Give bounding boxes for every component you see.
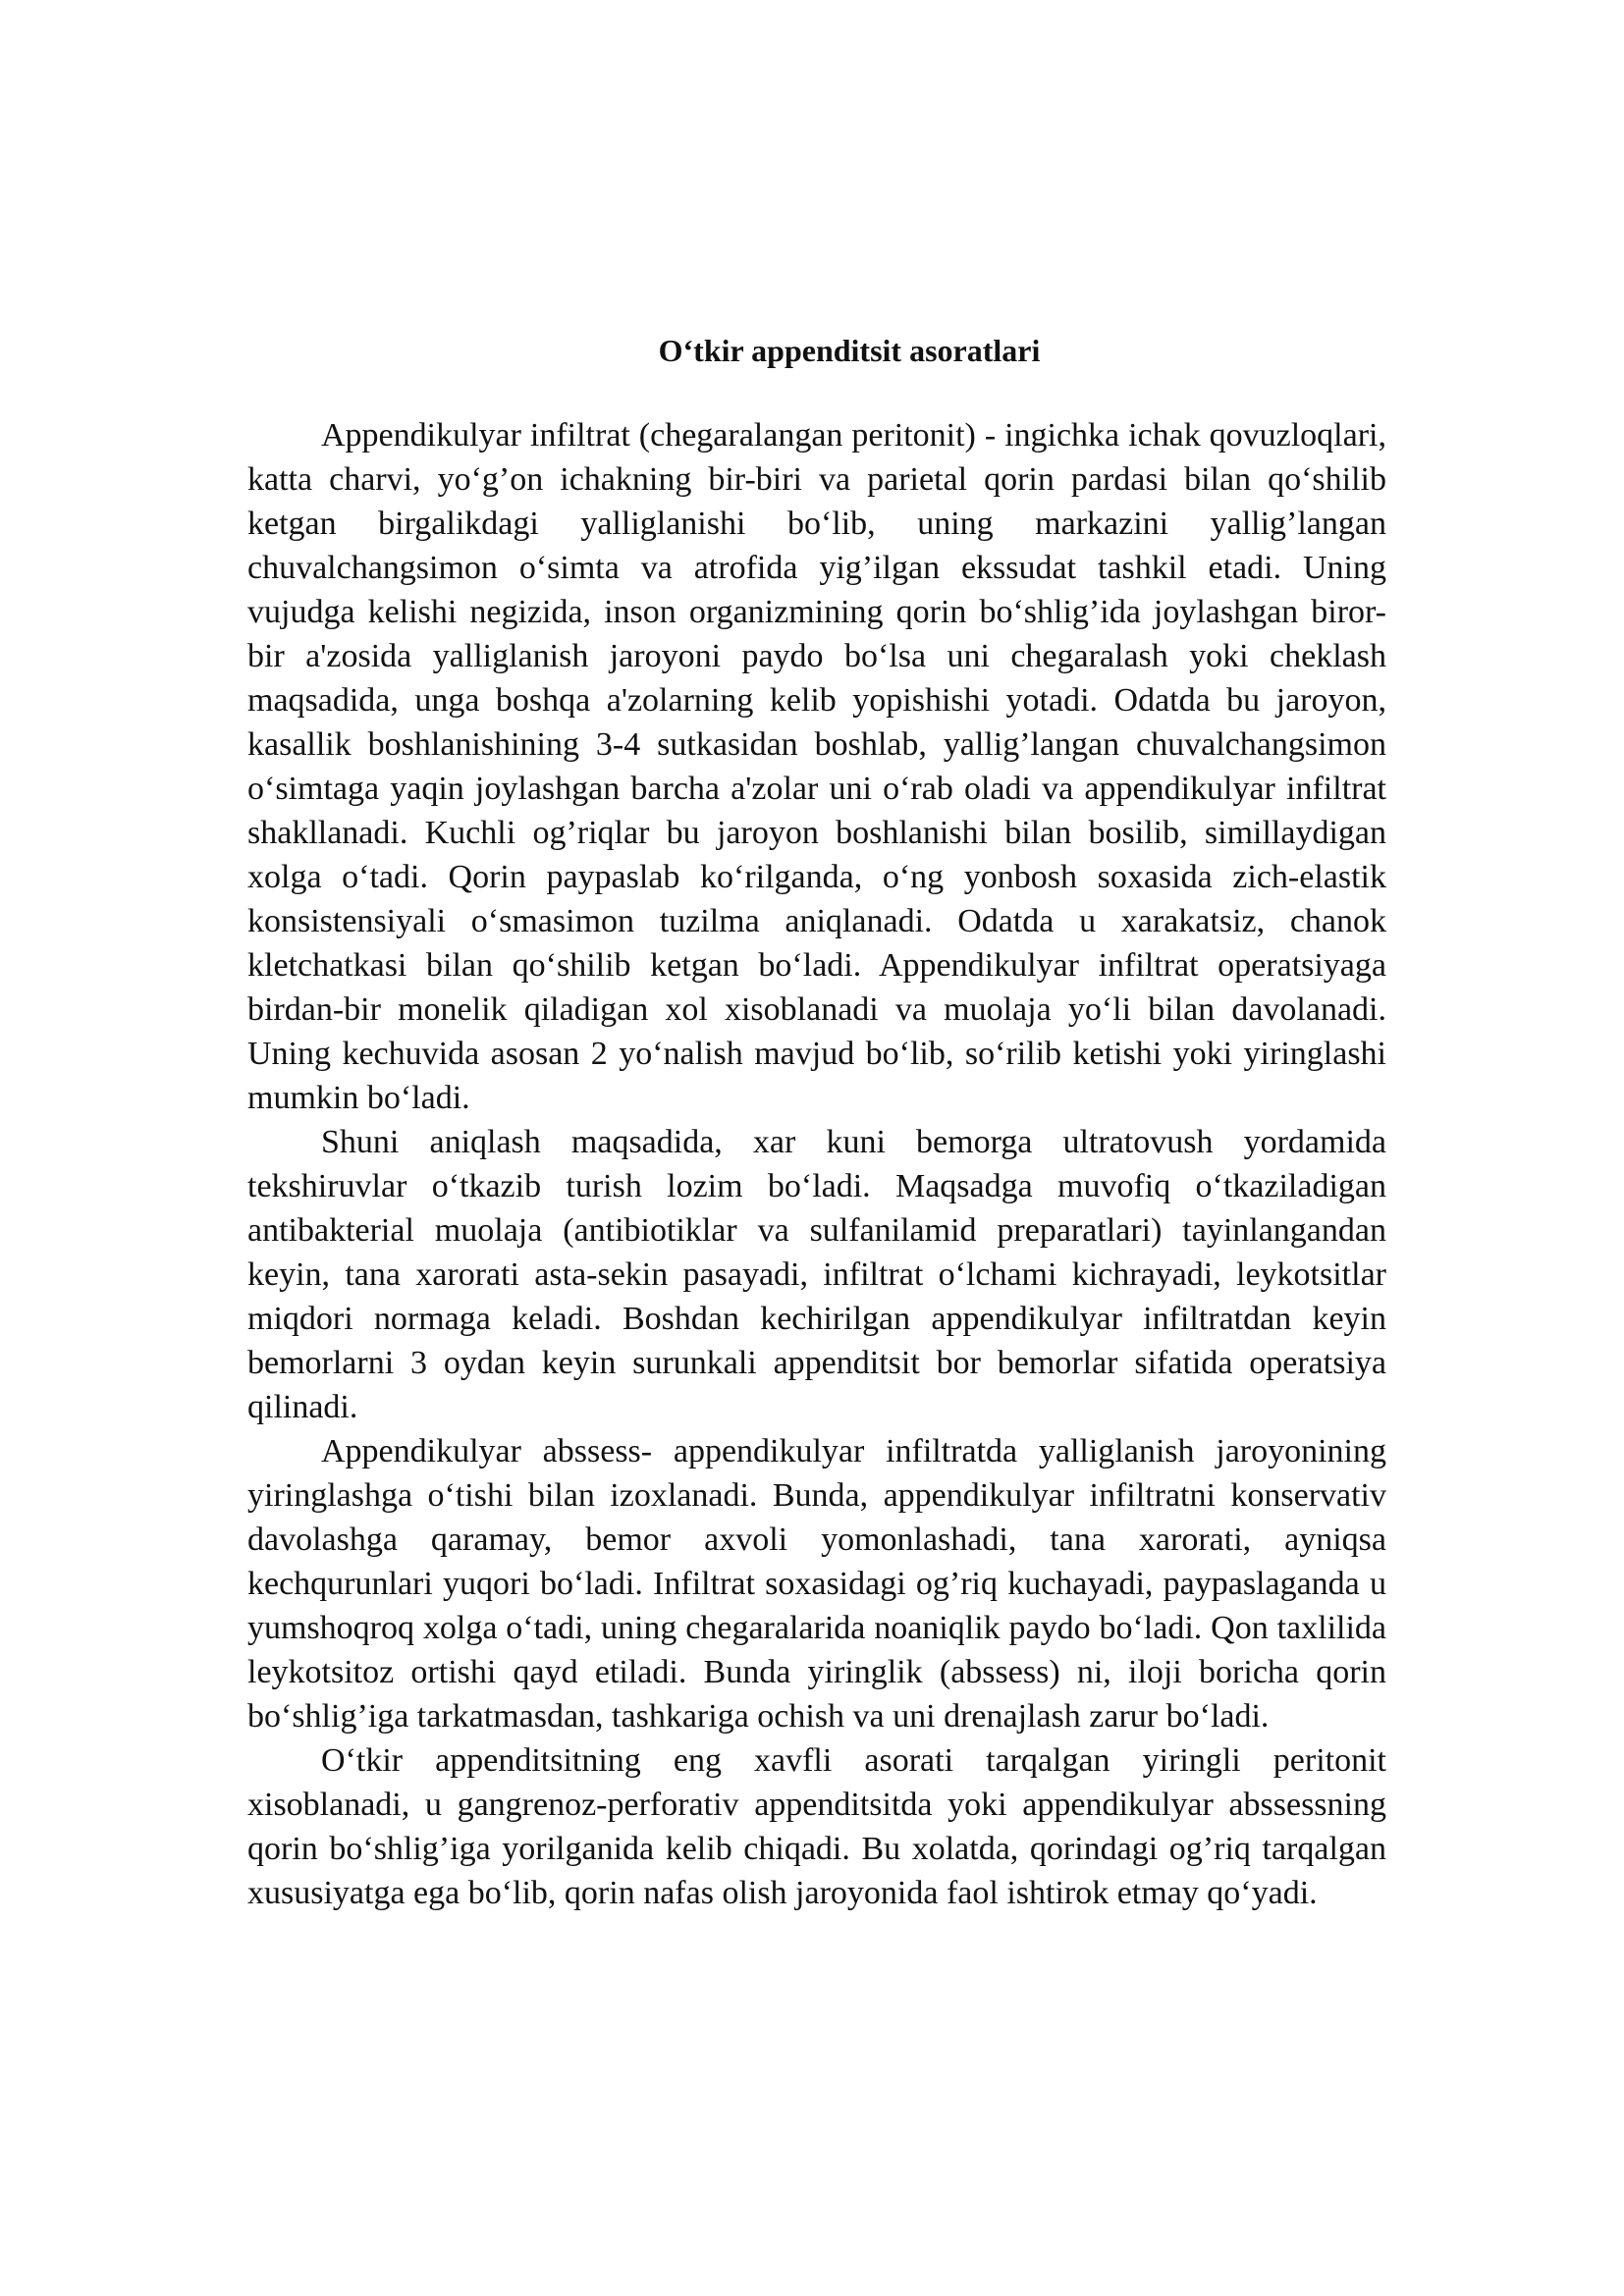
document-title: O‘tkir appenditsit asoratlari	[658, 333, 1041, 368]
paragraph-ultrasound-monitoring: Shuni aniqlash maqsadida, xar kuni bemorga ultratovush yordamida tekshiruvlar o‘tkazib turish lozim bo‘ladi. Maqsadga muvofiq o‘tkaziladigan antibakterial muolaja (antibiotiklar va sulfanilamid preparatlari) tayinlangandan keyin, tana xarorati asta-sekin pasayadi, infiltrat o‘lchami kichrayadi, leykotsitlar miqdori normaga keladi. Boshdan kechirilgan appendikulyar infiltratdan keyin bemorlarni 3 oydan keyin surunkali appenditsit bor bemorlar sifatida operatsiya qilinadi.	[247, 1124, 1386, 1425]
paragraph-appendicular-infiltrate: Appendikulyar infiltrat (chegaralangan peritonit) - ingichka ichak qovuzloqlari, katta charvi, yo‘g’on ichakning bir-biri va parietal qorin pardasi bilan qo‘shilib ketgan birgalikdagi yalliglanishi bo‘lib, uning markazini yallig’langan chuvalchangsimon o‘simta va atrofida yig’ilgan ekssudat tashkil etadi. Uning vujudga kelishi negizida, inson organizmining qorin bo‘shlig’ida joylashgan biror-bir a'zosida yalliglanish jaroyoni paydo bo‘lsa uni chegaralash yoki cheklash maqsadida, unga boshqa a'zolarning kelib yopishishi yotadi. Odatda bu jaroyon, kasallik boshlanishining 3-4 sutkasidan boshlab, yallig’langan chuvalchangsimon o‘simtaga yaqin joylashgan barcha a'zolar uni o‘rab oladi va appendikulyar infiltrat shakllanadi. Kuchli og’riqlar bu jaroyon boshlanishi bilan bosilib, simillaydigan xolga o‘tadi. Qorin paypaslab ko‘rilganda, o‘ng yonbosh soxasida zich-elastik konsistensiyali o‘smasimon tuzilma aniqlanadi. Odatda u xarakatsiz, chanok kletchatkasi bilan qo‘shilib ketgan bo‘ladi. Appendikulyar infiltrat operatsiyaga birdan-bir monelik qiladigan xol xisoblanadi va muolaja yo‘li bilan davolanadi. Uning kechuvida asosan 2 yo‘nalish mavjud bo‘lib, so‘rilib ketishi yoki yiringlashi mumkin bo‘ladi.	[247, 417, 1386, 1116]
paragraph-appendicular-abscess: Appendikulyar abssess- appendikulyar infiltratda yalliglanish jaroyonining yiringlashga o‘tishi bilan izoxlanadi. Bunda, appendikulyar infiltratni konservativ davolashga qaramay, bemor axvoli yomonlashadi, tana xarorati, ayniqsa kechqurunlari yuqori bo‘ladi. Infiltrat soxasidagi og’riq kuchayadi, paypaslaganda u yumshoqroq xolga o‘tadi, uning chegaralarida noaniqlik paydo bo‘ladi. Qon taxlilida leykotsitoz ortishi qayd etiladi. Bunda yiringlik (abssess) ni, iloji boricha qorin bo‘shlig’iga tarkatmasdan, tashkariga ochish va uni drenajlash zarur bo‘ladi.	[247, 1433, 1386, 1735]
paragraph-peritonitis: O‘tkir appenditsitning eng xavfli asorati tarqalgan yiringli peritonit xisoblanadi, u gangrenoz-perforativ appenditsitda yoki appendikulyar abssessning qorin bo‘shlig’iga yorilganida kelib chiqadi. Bu xolatda, qorindagi og’riq tarqalgan xususiyatga ega bo‘lib, qorin nafas olish jaroyonida faol ishtirok etmay qo‘yadi.	[247, 1742, 1386, 1911]
document-body	[247, 329, 1386, 1915]
